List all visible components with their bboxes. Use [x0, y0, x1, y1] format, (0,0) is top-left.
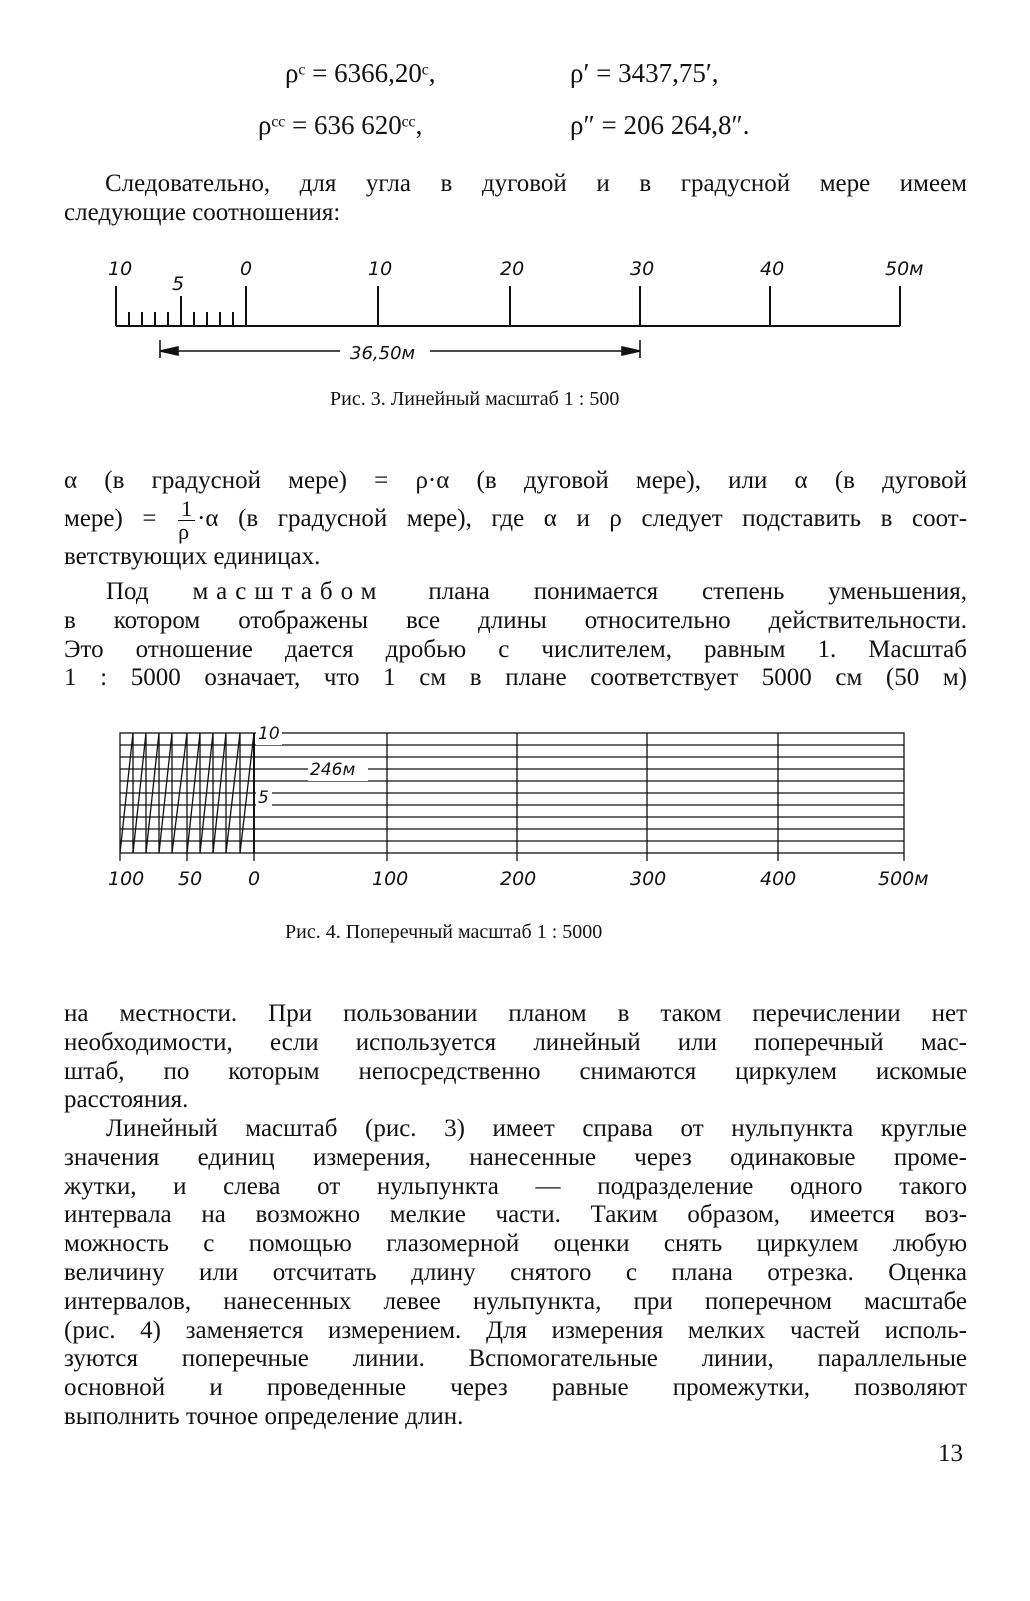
text-line: (рис. 4) заменяется измерением. Для измерения мелких частей исполь- [64, 1316, 967, 1344]
tick-label: 20 [500, 258, 525, 280]
tick-label: 5 [172, 273, 185, 295]
bottom-labels [108, 868, 929, 890]
axis-label: 200 [500, 868, 537, 890]
text-line: можность с помощью глазомерной оценки снять циркулем любую [64, 1230, 967, 1258]
figure-4-caption: Рис. 4. Поперечный масштаб 1 : 5000 [285, 921, 603, 943]
text-line: зуются поперечные линии. Вспомогательные линии, параллельные [64, 1345, 967, 1373]
tick-label: 40 [760, 258, 785, 280]
text-line: в котором отображены все длины относительно действительности. [64, 606, 967, 634]
text-line: расстояния. [64, 1086, 189, 1114]
formula-rho-minutes: ρ′ = 3437,75′, [570, 58, 719, 88]
linear-scale-paragraph [64, 1115, 967, 1432]
text-fragment: мере) = [64, 505, 157, 533]
tick-label: 0 [240, 258, 253, 280]
tick-label: 50м [885, 258, 924, 280]
text-line: Следовательно, для угла в дуговой и в градусной мере имеем [105, 170, 967, 197]
text-line: величину или отсчитать длину снятого с плана отрезка. Оценка [64, 1258, 967, 1286]
text-line: необходимости, если используется линейный или поперечный мас- [64, 1028, 967, 1056]
transverse-scale-figure [100, 715, 930, 895]
text-line: Это отношение дается дробью с числителем, равным 1. Масштаб [64, 635, 967, 663]
fraction-numerator: 1 [178, 498, 195, 521]
axis-label: 50 [178, 868, 203, 890]
side-labels [256, 723, 368, 809]
transverse-grid [120, 733, 904, 861]
figure-3-caption: Рис. 3. Линейный масштаб 1 : 500 [330, 388, 620, 410]
axis-label: 0 [248, 868, 261, 890]
text-fragment: ·α (в градусной мере), где α и ρ следует подставить в соот- [197, 505, 968, 533]
text-line: значения единиц измерения, нанесенные через одинаковые проме- [64, 1143, 967, 1171]
text-line: жутки, и слева от нульпункта — подразделение одного такого [64, 1172, 967, 1200]
axis-label: 100 [372, 868, 409, 890]
measure-label: 246м [310, 760, 356, 780]
relations-paragraph [64, 467, 967, 572]
tick-label: 10 [368, 258, 393, 280]
text-line: Линейный масштаб (рис. 3) имеет справа от нульпункта круглые [106, 1115, 967, 1142]
text-line: 1 : 5000 означает, что 1 см в плане соответствует 5000 см (50 м) [64, 664, 967, 692]
text-fragment: Под [106, 578, 149, 605]
text-line: основной и проведенные через равные промежутки, позволяют [64, 1374, 967, 1402]
text-fragment: плана понимается степень уменьшения, [428, 578, 968, 605]
row-label: 10 [258, 724, 280, 744]
text-line [64, 578, 967, 607]
text-line: интервала на возможно мелкие части. Таким образом, имеется воз- [64, 1201, 967, 1229]
intro-paragraph [105, 170, 967, 199]
tick-label: 30 [630, 258, 655, 280]
text-line-with-fraction [64, 495, 968, 544]
scale-definition-paragraph [64, 578, 967, 693]
fraction [178, 495, 195, 544]
text-line: ветствующих единицах. [64, 542, 321, 570]
intro-paragraph-cont [64, 199, 967, 228]
text-line: интервалов, нанесенных левее нульпункта, при поперечном масштабе [64, 1287, 967, 1315]
tick-label: 10 [108, 258, 133, 280]
axis-label: 500м [878, 868, 929, 890]
formula-rho-seconds: ρ″ = 206 264,8″. [570, 110, 750, 140]
axis-label: 100 [108, 868, 145, 890]
row-label: 5 [258, 788, 269, 808]
axis-label: 300 [630, 868, 667, 890]
text-line: штаб, по которым непосредственно снимаются циркулем искомые [64, 1057, 967, 1085]
plan-usage-paragraph [64, 1000, 967, 1115]
page-number: 13 [938, 1440, 963, 1467]
text-line: на местности. При пользовании планом в таком перечислении нет [64, 1000, 967, 1027]
distance-label: 36,50м [350, 343, 416, 364]
spaced-term: масштабом [192, 578, 385, 605]
text-line: выполнить точное определение длин. [64, 1402, 464, 1430]
fraction-denominator: ρ [178, 518, 190, 544]
scale-bar [116, 286, 900, 326]
text-line: α (в градусной мере) = ρ·α (в дуговой мере), или α (в дуговой [64, 467, 967, 494]
text-line: следующие соотношения: [64, 199, 341, 226]
linear-scale-figure [100, 250, 930, 380]
formula-rho-c: ρᶜ = 6366,20ᶜ, [285, 58, 436, 88]
formula-rho-cc: ρᶜᶜ = 636 620ᶜᶜ, [258, 110, 423, 140]
axis-label: 400 [760, 868, 797, 890]
